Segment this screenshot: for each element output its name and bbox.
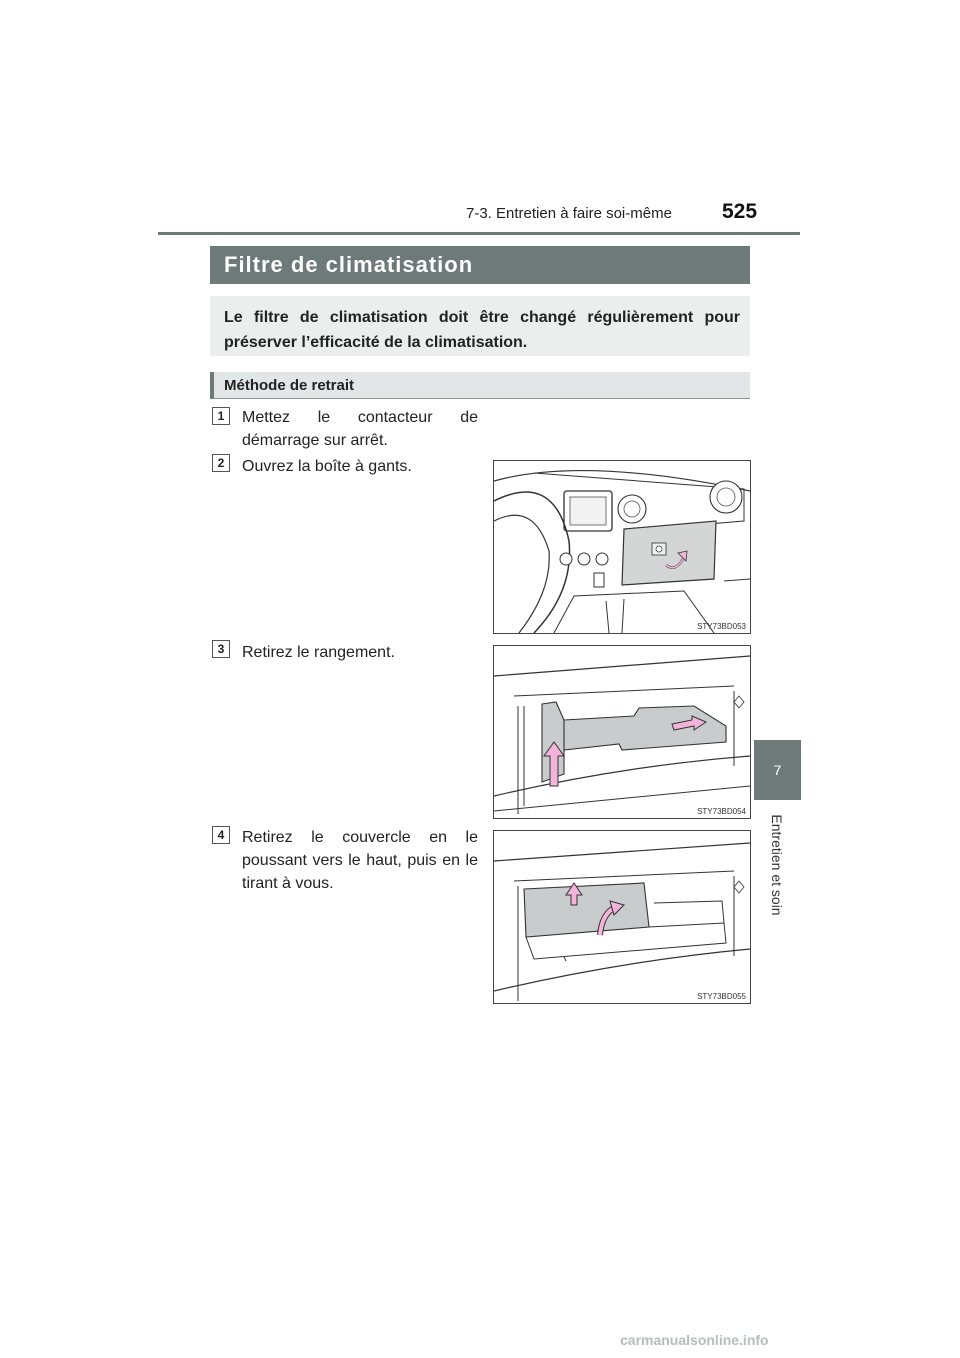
illustration-code: STY73BD055 <box>697 992 746 1001</box>
subsection-heading <box>210 372 750 399</box>
cover-removal-illustration <box>493 830 751 1004</box>
header-divider <box>158 232 800 235</box>
header-section-title: 7-3. Entretien à faire soi-même <box>466 205 672 222</box>
filter-cover-drawing <box>494 831 750 1003</box>
step-2-text: Ouvrez la boîte à gants. <box>242 458 412 475</box>
step-3-text: Retirez le rangement. <box>242 644 395 661</box>
intro-text: Le filtre de climatisation doit être changé régulièrement pour préserver l’efficacité de la climatisation. <box>224 309 740 351</box>
chapter-title-vertical <box>752 800 802 930</box>
step-3-number: 3 <box>212 640 230 658</box>
page-number: 525 <box>722 200 758 223</box>
chapter-tab <box>754 740 801 800</box>
chapter-number: 7 <box>773 762 782 778</box>
glovebox-open-illustration <box>493 460 751 634</box>
illustration-code: STY73BD054 <box>697 807 746 816</box>
chapter-title: Entretien et soin <box>769 814 785 916</box>
step-4-text: Retirez le couvercle en le poussant vers le haut, puis en le tirant à vous. <box>242 829 478 892</box>
intro-box <box>210 296 750 356</box>
illustration-code: STY73BD053 <box>697 622 746 631</box>
storage-removal-illustration <box>493 645 751 819</box>
section-title: Filtre de climatisation <box>224 252 474 277</box>
dashboard-glovebox-drawing <box>494 461 750 633</box>
watermark: carmanualsonline.info <box>620 1332 769 1348</box>
step-1-text: Mettez le contacteur de démarrage sur arrêt. <box>242 409 478 449</box>
subsection-title: Méthode de retrait <box>224 377 355 394</box>
step-4-number: 4 <box>212 826 230 844</box>
step-2-number: 2 <box>212 454 230 472</box>
step-1-number: 1 <box>212 407 230 425</box>
section-title-bar <box>210 246 750 284</box>
storage-tray-drawing <box>494 646 750 818</box>
